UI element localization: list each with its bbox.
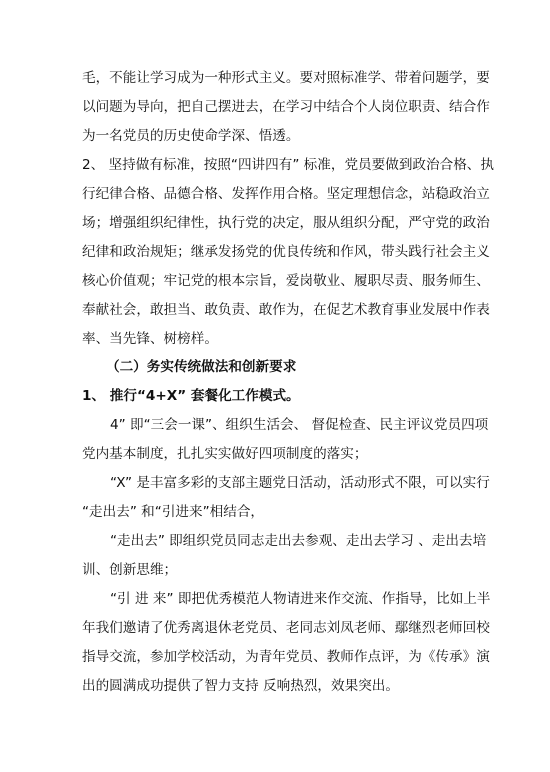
text-line: 训、创新思维； <box>82 562 178 578</box>
text-line: “走出去” 和“引进来”相结合， <box>82 504 265 520</box>
text-line: 纪律和政治规矩；继承发扬党的优良传统和作风，带头践行社会主义 <box>82 244 490 260</box>
text-line: 年我们邀请了优秀离退休老党员、老同志刘凤老师、鄢继烈老师回校 <box>82 620 490 636</box>
text-line: 4” 即“三会一课”、组织生活会、 督促检查、民主评议党员四项 <box>110 417 489 433</box>
text-line: 党内基本制度，扎扎实实做好四项制度的落实； <box>82 446 368 462</box>
text-line: 2、 坚持做有标准，按照“四讲四有” 标准，党员要做到政治合格、执 <box>82 157 494 173</box>
text-line: 行纪律合格、品德合格、发挥作用合格。坚定理想信念，站稳政治立 <box>82 186 490 202</box>
text-line: 为一名党员的历史使命学深、悟透。 <box>82 128 300 144</box>
section-heading: （二）务实传统做法和创新要求 <box>106 359 297 375</box>
text-line: “X” 是丰富多彩的支部主题党日活动，活动形式不限，可以实行 <box>110 475 490 491</box>
text-line: 核心价值观；牢记党的根本宗旨，爱岗敬业、履职尽责、服务师生、 <box>82 273 490 289</box>
text-line: “走出去” 即组织党员同志走出去参观、走出去学习 、走出去培 <box>110 533 487 549</box>
text-line: 出的圆满成功提供了智力支持 反响热烈，效果突出。 <box>82 678 399 694</box>
text-line: “引 进 来” 即把优秀模范人物请进来作交流、作指导，比如上半 <box>110 591 491 607</box>
text-line: 以问题为导向，把自己摆进去，在学习中结合个人岗位职责、结合作 <box>82 99 490 115</box>
text-line: 率、当先锋、树榜样。 <box>82 331 218 347</box>
text-line: 场；增强组织纪律性，执行党的决定，服从组织分配，严守党的政治 <box>82 215 490 231</box>
text-line: 指导交流，参加学校活动，为青年党员、教师作点评，为《传承》演 <box>82 649 490 665</box>
text-line: 奉献社会，敢担当、敢负责、敢作为，在促艺术教育事业发展中作表 <box>82 302 490 318</box>
subsection-heading: 1、 推行“4+X” 套餐化工作模式。 <box>82 388 300 404</box>
text-line: 毛，不能让学习成为一种形式主义。要对照标准学、带着问题学，要 <box>82 70 490 86</box>
